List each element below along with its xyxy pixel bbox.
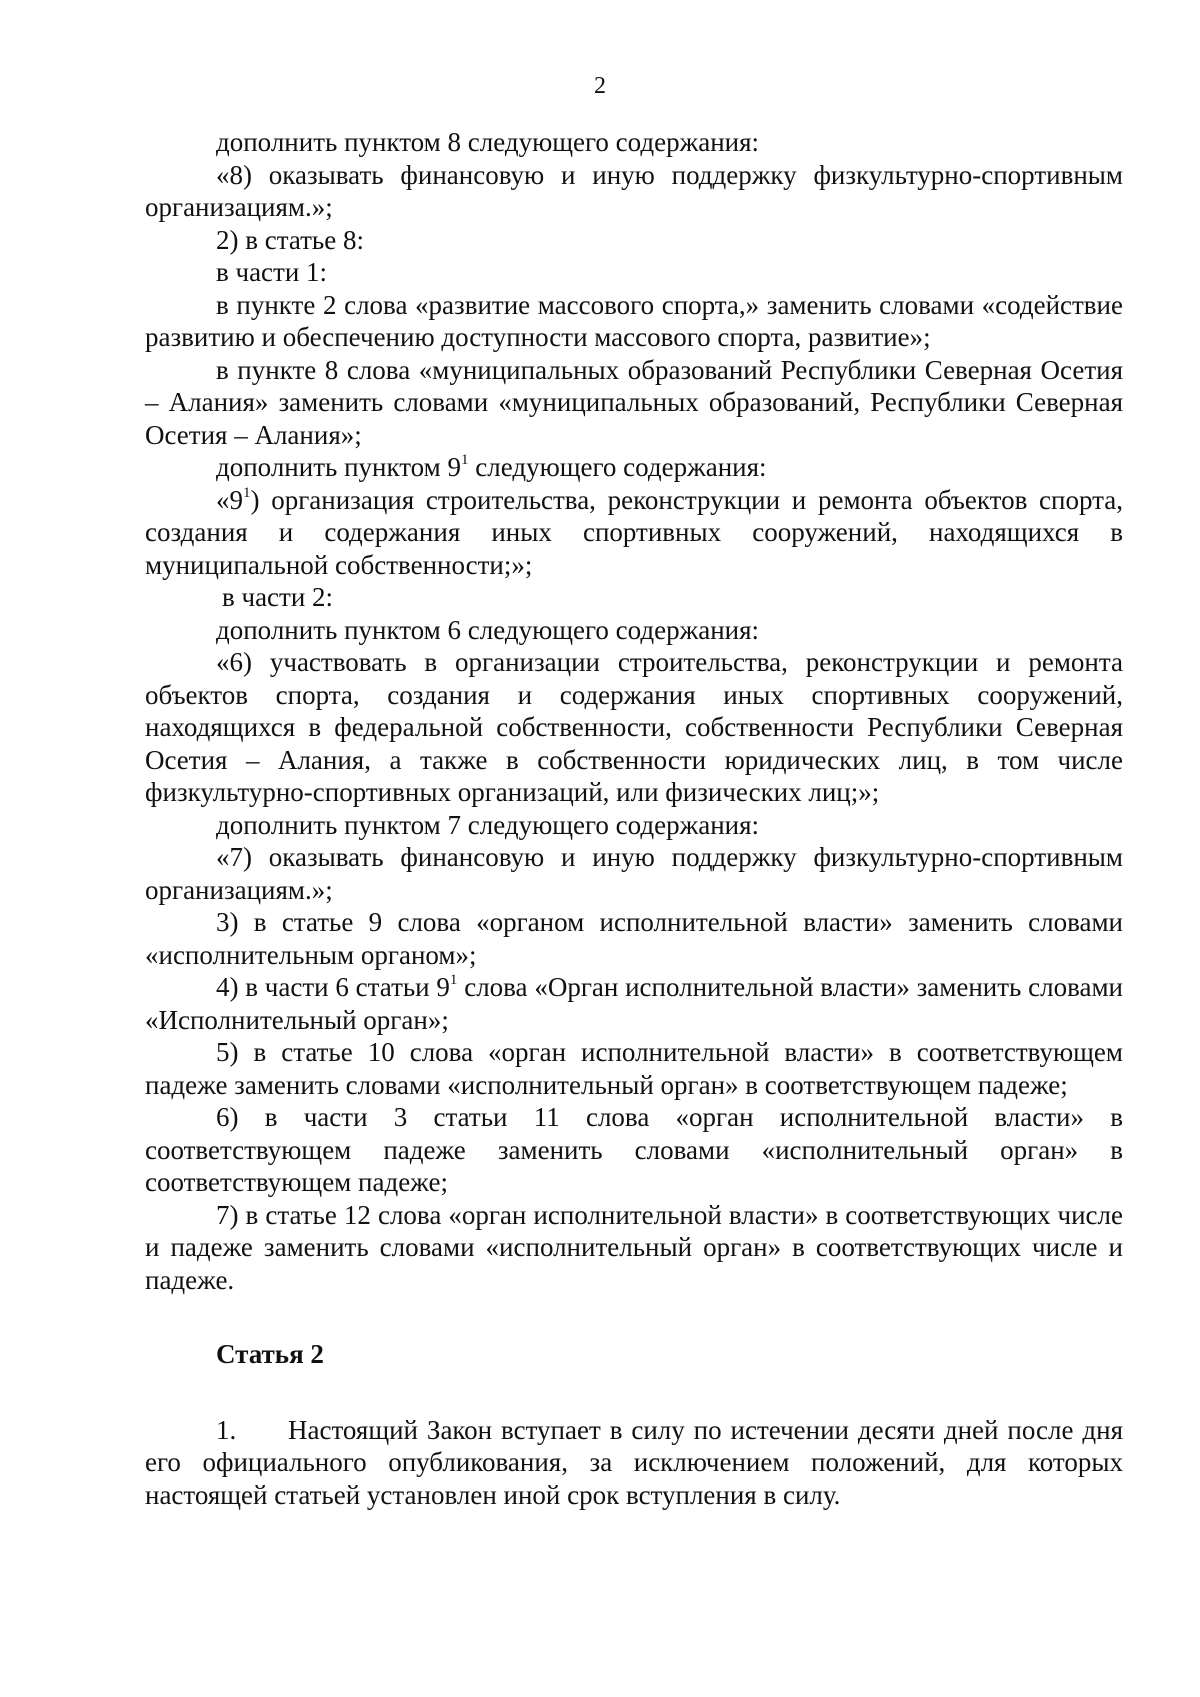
paragraph: в пункте 2 слова «развитие массового спорта,» заменить словами «содействие развитию и обеспечению доступности массового спорта, развитие»; <box>145 289 1123 352</box>
spacer <box>145 1371 1123 1414</box>
text-span: 4) в части 6 статьи 9 <box>216 972 450 1002</box>
superscript: 1 <box>243 484 251 501</box>
superscript: 1 <box>449 972 458 988</box>
paragraph: 6) в части 3 статьи 11 слова «орган исполнительной власти» в соответствующем падеже заменить словами «исполнительный орган» в соответствующем падеже; <box>145 1102 1123 1197</box>
paragraph: в части 1: <box>216 257 328 287</box>
text-span: следующего содержания: <box>468 452 767 482</box>
paragraph-item-4 <box>145 971 1123 1036</box>
paragraph: 7) в статье 12 слова «орган исполнительной власти» в соответствующих числе и падеже заменить словами «исполнительный орган» в соответствующих числе и падеже. <box>145 1199 1123 1295</box>
paragraph: 3) в статье 9 слова «органом исполнительной власти» заменить словами «исполнительным органом»; <box>145 907 1123 970</box>
spacer <box>145 1296 1123 1338</box>
paragraph: «6) участвовать в организации строительства, реконструкции и ремонта объектов спорта, создания и содержания иных спортивных сооружений, находящихся в федеральной собственности, собственности Республики Северная Осетия – Алания, а также в собственности юридических лиц, в том числе физкультурно-спортивных организаций, или физических лиц;»; <box>145 647 1123 807</box>
paragraph: «7) оказывать финансовую и иную поддержку физкультурно-спортивным организациям.»; <box>145 842 1123 905</box>
text-span: Настоящий Закон вступает в силу по истечении десяти дней после дня его официального опубликования, за исключением положений, для которых настоящей статьей установлен иной срок вступления в силу. <box>145 1414 1123 1510</box>
text-span: дополнить пунктом 9 <box>216 452 461 482</box>
paragraph: в части 2: <box>222 582 334 612</box>
item-number: 1. <box>216 1414 237 1445</box>
text-span: ) организация строительства, реконструкции и ремонта объектов спорта, создания и содержания иных спортивных сооружений, находящихся в муниципальной собственности;»; <box>145 484 1123 580</box>
paragraph: «8) оказывать финансовую и иную поддержку физкультурно-спортивным организациям.»; <box>145 159 1123 222</box>
paragraph: дополнить пунктом 8 следующего содержания: <box>216 127 760 157</box>
paragraph: 2) в статье 8: <box>216 224 364 255</box>
page-number: 2 <box>594 73 606 99</box>
text-span: «9 <box>216 484 243 515</box>
paragraph-item-9-1 <box>145 451 1123 484</box>
text-span: слова «Орган исполнительной власти» заменить словами «Исполнительный орган»; <box>145 972 1124 1035</box>
article-heading: Статья 2 <box>216 1339 324 1369</box>
paragraph: в пункте 8 слова «муниципальных образований Республики Северная Осетия – Алания» заменить словами «муниципальных образований, Республики Северная Осетия – Алания»; <box>145 354 1123 450</box>
document-body <box>145 126 1123 1511</box>
paragraph: 5) в статье 10 слова «орган исполнительной власти» в соответствующем падеже заменить словами «исполнительный орган» в соответствующем падеже; <box>145 1037 1123 1100</box>
paragraph-item-9-1-text <box>145 484 1123 582</box>
superscript: 1 <box>461 452 469 468</box>
article-2-paragraph-1 <box>145 1414 1123 1512</box>
paragraph: дополнить пунктом 7 следующего содержания: <box>216 809 760 840</box>
paragraph: дополнить пунктом 6 следующего содержания: <box>216 614 760 645</box>
